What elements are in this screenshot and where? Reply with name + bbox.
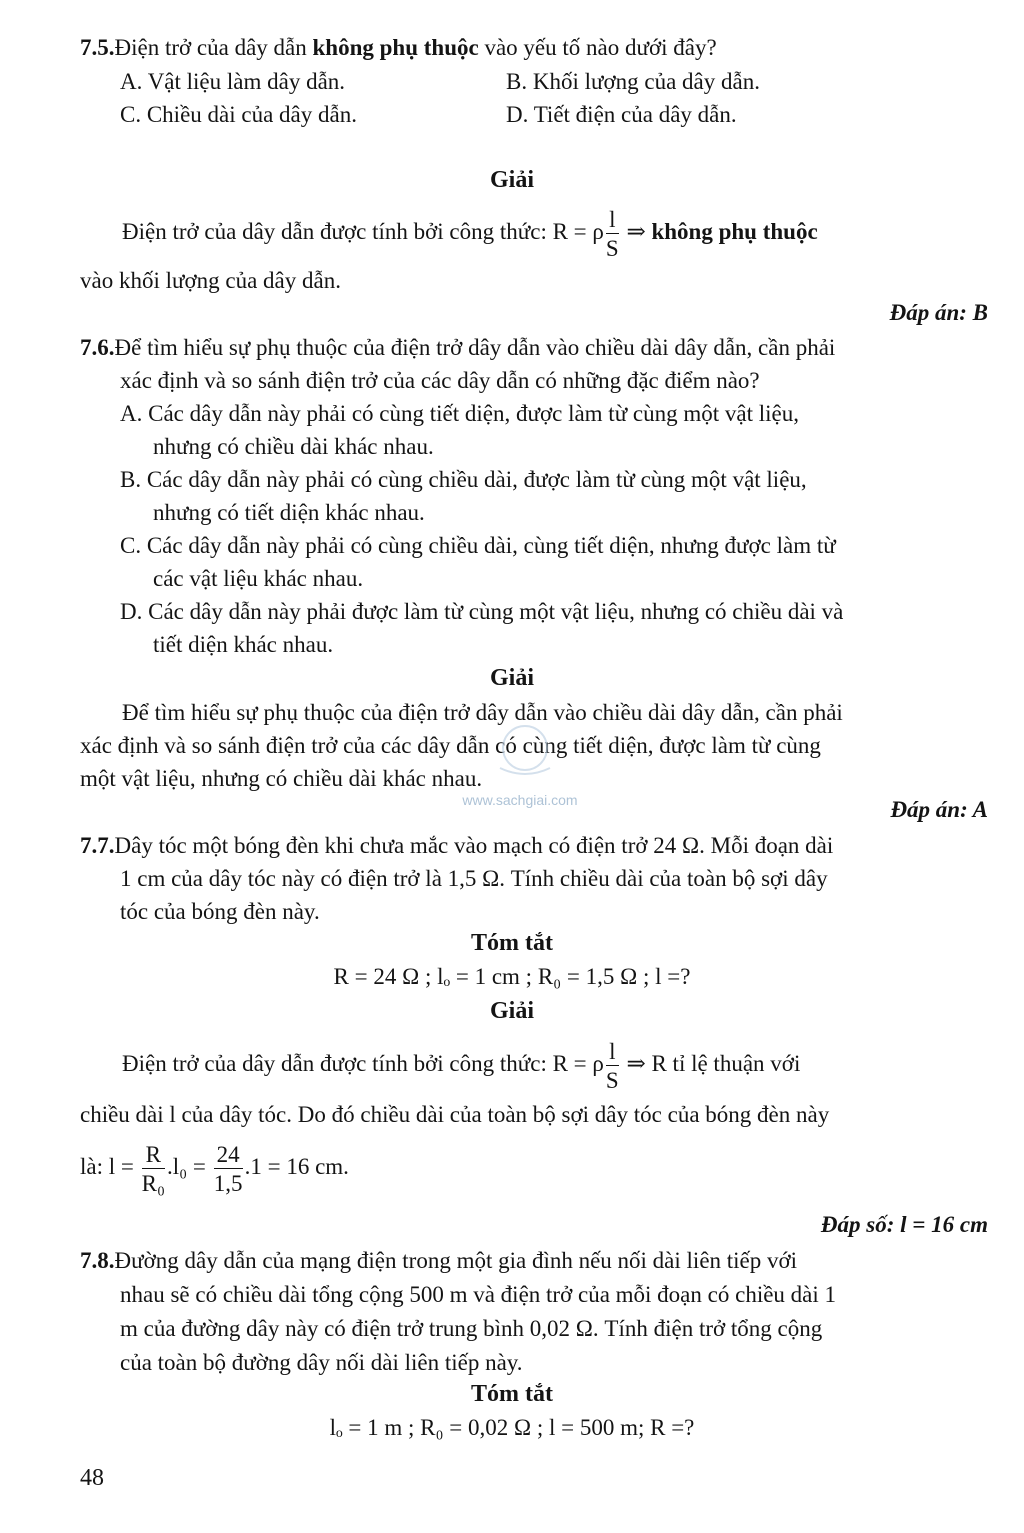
summary-title: Tóm tắt — [471, 930, 553, 956]
answer-label: Đáp số: l = 16 cm — [820, 1212, 988, 1237]
solution-text-end: ⇒ R tỉ lệ thuận với — [620, 1051, 801, 1076]
question-number: 7.5. — [80, 35, 115, 60]
option-c: C. Chiều dài của dây dẫn. — [120, 102, 357, 127]
option-c-cont: các vật liệu khác nhau. — [153, 566, 364, 591]
calc-text: là: l = — [80, 1154, 140, 1179]
question-7-6 — [80, 333, 835, 363]
fraction-denominator: S — [605, 235, 619, 261]
question-7-5 — [80, 33, 717, 63]
fraction-denominator: S — [605, 1067, 619, 1093]
option-a: A. Vật liệu làm dây dẫn. — [120, 69, 346, 94]
fraction-numerator: l — [606, 208, 619, 234]
question-text: Dây tóc một bóng đèn khi chưa mắc vào mạch có điện trở 24 Ω. Mỗi đoạn dài — [114, 833, 834, 858]
answer-label: Đáp án: A — [890, 797, 988, 822]
question-text-line-4: của toàn bộ đường dây nối dài liên tiếp này. — [120, 1350, 523, 1375]
solution-line-2: vào khối lượng của dây dẫn. — [80, 268, 341, 293]
option-c: C. Các dây dẫn này phải có cùng chiều dài, cùng tiết diện, nhưng được làm từ — [120, 533, 836, 558]
fraction-numerator: l — [606, 1040, 619, 1066]
question-text-line-3: tóc của bóng đèn này. — [120, 899, 320, 924]
watermark-url: www.sachgiai.com — [462, 792, 578, 808]
question-number: 7.8. — [80, 1248, 115, 1273]
solution-line-3: một vật liệu, nhưng có chiều dài khác nhau. — [80, 766, 483, 791]
question-text-end: vào yếu tố nào dưới đây? — [478, 35, 717, 60]
answer-label: Đáp án: B — [889, 300, 988, 325]
fraction-numerator: 24 — [214, 1143, 243, 1169]
summary-title: Tóm tắt — [471, 1381, 553, 1407]
calc-text-mid: .l₀ = — [166, 1154, 212, 1179]
option-b-cont: nhưng có tiết diện khác nhau. — [153, 500, 425, 525]
solution-text: Điện trở của dây dẫn được tính bởi công thức: R = ρ — [122, 219, 604, 244]
solution-line-2: xác định và so sánh điện trở của các dây dẫn có cùng tiết diện, được làm từ cùng — [80, 733, 821, 758]
fraction-24-over-1-5 — [214, 1143, 243, 1195]
fraction-l-over-s — [606, 1040, 619, 1092]
question-number: 7.7. — [80, 833, 115, 858]
fraction-denominator: R₀ — [141, 1170, 165, 1196]
solution-title: Giải — [489, 167, 534, 193]
question-number: 7.6. — [80, 335, 115, 360]
question-text-line-2: 1 cm của dây tóc này có điện trở là 1,5 Ω. Tính chiều dài của toàn bộ sợi dây — [120, 866, 828, 891]
option-a-cont: nhưng có chiều dài khác nhau. — [153, 434, 434, 459]
solution-formula-line — [122, 1036, 800, 1092]
solution-title: Giải — [489, 665, 534, 691]
question-text-line-3: m của đường dây này có điện trở trung bình 0,02 Ω. Tính điện trở tổng cộng — [120, 1316, 823, 1341]
page-number: 48 — [80, 1465, 104, 1491]
fraction-numerator: R — [142, 1143, 165, 1169]
option-d: D. Tiết điện của dây dẫn. — [506, 102, 737, 127]
solution-line-1: Để tìm hiểu sự phụ thuộc của điện trở dây dẫn vào chiều dài dây dẫn, cần phải — [122, 700, 843, 725]
solution-title: Giải — [489, 998, 534, 1024]
question-text-line-2: xác định và so sánh điện trở của các dây dẫn có những đặc điểm nào? — [120, 368, 760, 393]
watermark-logo — [430, 718, 620, 798]
question-7-8 — [80, 1246, 797, 1276]
solution-line-2: chiều dài l của dây tóc. Do đó chiều dài của toàn bộ sợi dây tóc của bóng đèn này — [80, 1102, 830, 1127]
question-text: Điện trở của dây dẫn — [114, 35, 313, 60]
option-a: A. Các dây dẫn này phải có cùng tiết diện, được làm từ cùng một vật liệu, — [120, 401, 799, 426]
implies-arrow: ⇒ — [620, 219, 652, 244]
fraction-denominator: 1,5 — [213, 1170, 243, 1196]
question-7-7 — [80, 831, 833, 861]
calc-text-end: .1 = 16 cm. — [244, 1154, 349, 1179]
option-d-cont: tiết diện khác nhau. — [153, 632, 334, 657]
option-b: B. Các dây dẫn này phải có cùng chiều dài, được làm từ cùng một vật liệu, — [120, 467, 807, 492]
question-text: Đường dây dẫn của mạng điện trong một gia đình nếu nối dài liên tiếp với — [114, 1248, 798, 1273]
option-b: B. Khối lượng của dây dẫn. — [506, 69, 760, 94]
summary-values: lₒ = 1 m ; R₀ = 0,02 Ω ; l = 500 m; R =? — [329, 1415, 695, 1440]
fraction-r-over-r0 — [142, 1143, 165, 1195]
solution-formula-line — [122, 204, 818, 260]
solution-emphasis: không phụ thuộc — [651, 219, 818, 244]
question-text: Để tìm hiểu sự phụ thuộc của điện trở dây dẫn vào chiều dài dây dẫn, cần phải — [114, 335, 836, 360]
fraction-l-over-s — [606, 208, 619, 260]
summary-values: R = 24 Ω ; lₒ = 1 cm ; R₀ = 1,5 Ω ; l =? — [333, 964, 691, 989]
solution-text: Điện trở của dây dẫn được tính bởi công thức: R = ρ — [122, 1051, 604, 1076]
question-text-line-2: nhau sẽ có chiều dài tổng cộng 500 m và điện trở của mỗi đoạn có chiều dài 1 — [120, 1282, 837, 1307]
option-d: D. Các dây dẫn này phải được làm từ cùng một vật liệu, nhưng có chiều dài và — [120, 599, 844, 624]
question-emphasis: không phụ thuộc — [312, 35, 479, 60]
calculation-line — [80, 1136, 349, 1198]
